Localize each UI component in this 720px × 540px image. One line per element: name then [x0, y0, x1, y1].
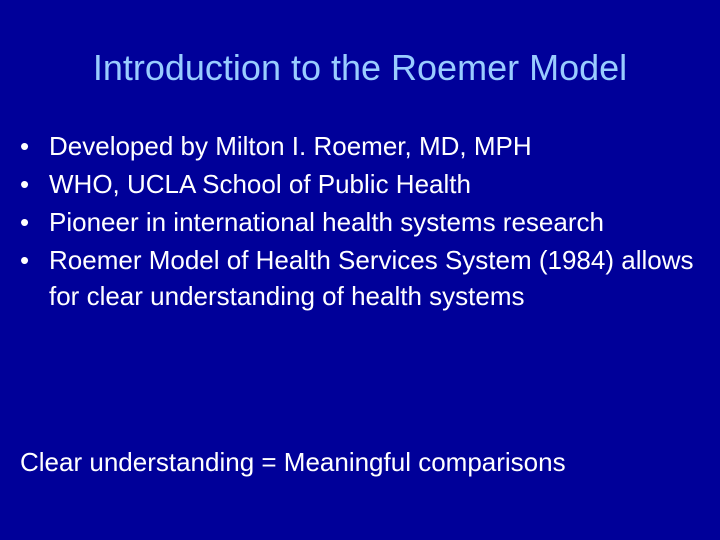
bullet-item [20, 204, 700, 240]
bullet-text: Pioneer in international health systems research [49, 207, 604, 237]
conclusion-text: Clear understanding = Meaningful comparisons [20, 447, 566, 477]
bullet-text: WHO, UCLA School of Public Health [49, 169, 471, 199]
bullet-marker: • [20, 131, 30, 161]
bullet-marker: • [20, 245, 30, 275]
bullet-marker: • [20, 169, 30, 199]
bullet-item [20, 166, 700, 202]
bullet-text: Roemer Model of Health Services System (1984) allows for clear understanding of health systems [49, 245, 694, 311]
bullet-text: Developed by Milton I. Roemer, MD, MPH [49, 131, 532, 161]
bullet-item [20, 128, 700, 164]
slide-title: Introduction to the Roemer Model [92, 47, 628, 88]
bullet-list [20, 128, 700, 316]
bullet-item [20, 242, 700, 314]
bullet-marker: • [20, 207, 30, 237]
